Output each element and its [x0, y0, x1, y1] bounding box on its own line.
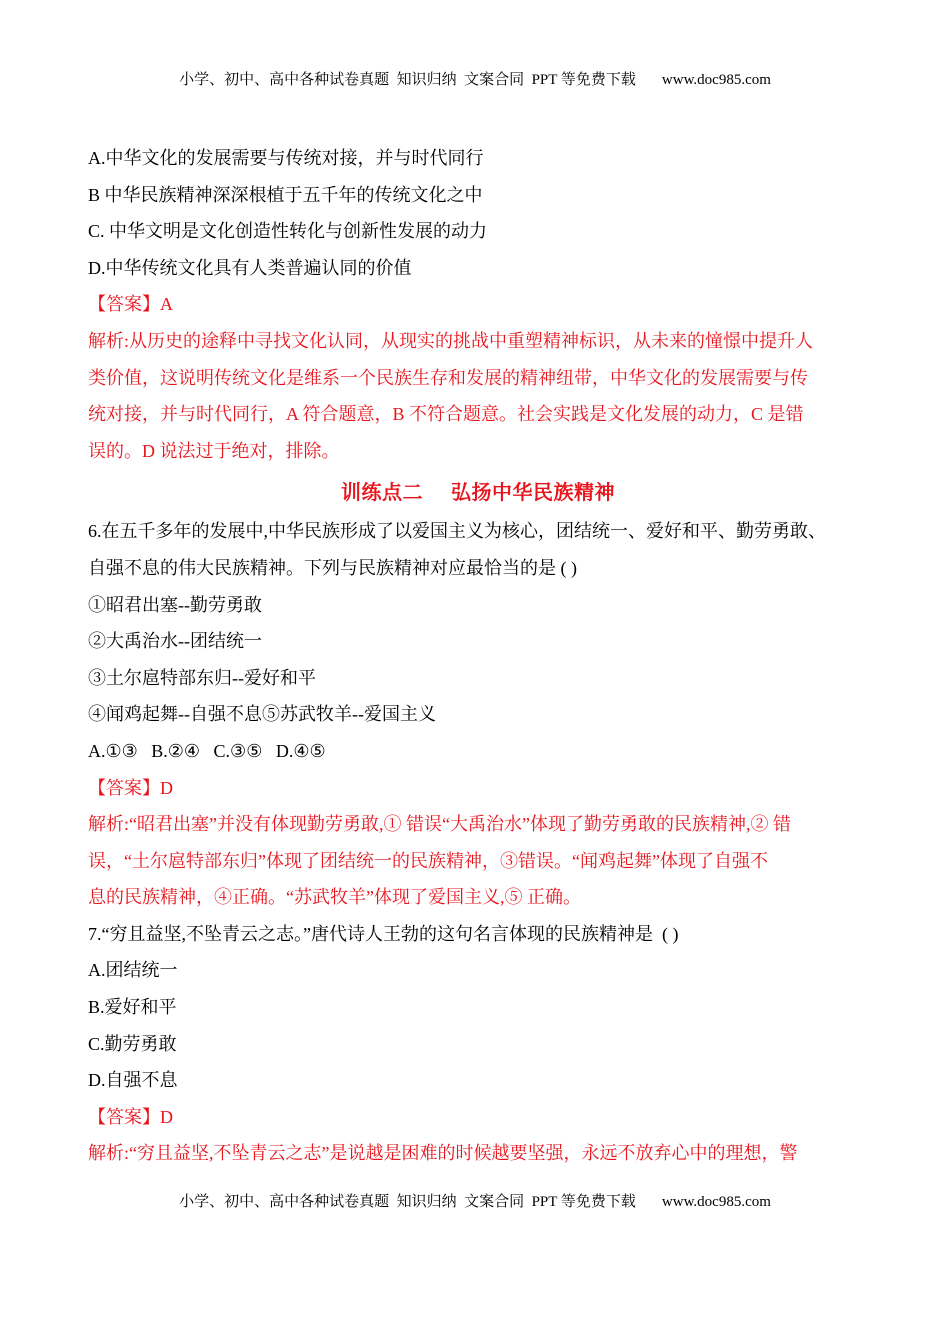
question-6 — [88, 513, 868, 916]
option-d: D.中华传统文化具有人类普遍认同的价值 — [88, 257, 412, 278]
option-c: C. 中华文明是文化创造性转化与创新性发展的动力 — [88, 221, 488, 242]
item-2: ②大禹治水--团结统一 — [88, 631, 262, 652]
analysis-line: 息的民族精神，④正确。“苏武牧羊”体现了爱国主义,⑤ 正确。 — [88, 887, 581, 908]
option-b: B.爱好和平 — [88, 997, 177, 1018]
question-6-options: A.①③ B.②④ C.③⑤ D.④⑤ — [88, 740, 326, 761]
option-a: A.中华文化的发展需要与传统对接，并与时代同行 — [88, 148, 484, 168]
option-d: D.自强不息 — [88, 1070, 178, 1091]
item-4-5: ④闻鸡起舞--自强不息⑤苏武牧羊--爱国主义 — [88, 704, 436, 725]
header-text: 小学、初中、高中各种试卷真题 知识归纳 文案合同 PPT 等免费下载 — [179, 72, 636, 88]
analysis-line: 误的。D 说法过于绝对，排除。 — [88, 440, 340, 461]
analysis-line: 解析:“穷且益坚,不坠青云之志”是说越是困难的时候越要坚强，永远不放弃心中的理想，警 — [88, 1143, 798, 1164]
question-5-answer: 【答案】A — [88, 294, 173, 315]
footer-text: 小学、初中、高中各种试卷真题 知识归纳 文案合同 PPT 等免费下载 — [179, 1194, 636, 1210]
footer-url[interactable]: www.doc985.com — [661, 1194, 771, 1210]
analysis-line: 解析:“昭君出塞”并没有体现勤劳勇敢,① 错误“大禹治水”体现了勤劳勇敢的民族精神,② 错 — [88, 814, 791, 835]
question-6-stem: 自强不息的伟大民族精神。下列与民族精神对应最恰当的是 ( ) — [88, 557, 577, 578]
section-title: 弘扬中华民族精神 — [451, 480, 615, 505]
question-6-stem: 6.在五千多年的发展中,中华民族形成了以爱国主义为核心，团结统一、爱好和平、勤劳勇敢、 — [88, 521, 826, 542]
analysis-line: 统对接，并与时代同行，A 符合题意，B 不符合题意。社会实践是文化发展的动力，C 是错 — [88, 404, 804, 425]
question-7-stem: 7.“穷且益坚,不坠青云之志。”唐代诗人王勃的这句名言体现的民族精神是 ( ) — [88, 923, 679, 944]
header-url[interactable]: www.doc985.com — [661, 72, 771, 88]
question-5-analysis — [88, 323, 868, 469]
question-5-options — [88, 140, 868, 286]
item-3: ③土尔扈特部东归--爱好和平 — [88, 667, 316, 688]
document-body — [88, 140, 868, 1172]
section-heading — [88, 471, 868, 513]
question-7-analysis — [88, 1135, 868, 1172]
analysis-line: 类价值，这说明传统文化是维系一个民族生存和发展的精神纽带，中华文化的发展需要与传 — [88, 367, 808, 388]
page-footer — [0, 1190, 950, 1211]
question-7-answer: 【答案】D — [88, 1106, 173, 1127]
option-b: B 中华民族精神深深根植于五千年的传统文化之中 — [88, 184, 483, 205]
question-6-analysis — [88, 806, 868, 916]
question-7 — [88, 916, 868, 1172]
option-c: C.勤劳勇敢 — [88, 1033, 177, 1054]
question-6-answer: 【答案】D — [88, 777, 173, 798]
item-1: ①昭君出塞--勤劳勇敢 — [88, 594, 262, 615]
page-header — [0, 68, 950, 89]
analysis-line: 解析:从历史的途释中寻找文化认同，从现实的挑战中重塑精神标识，从未来的憧憬中提升人 — [88, 330, 813, 351]
section-label: 训练点二 — [341, 480, 423, 505]
analysis-line: 误，“土尔扈特部东归”体现了团结统一的民族精神，③错误。“闻鸡起舞”体现了自强不 — [88, 850, 768, 871]
option-a: A.团结统一 — [88, 960, 178, 981]
